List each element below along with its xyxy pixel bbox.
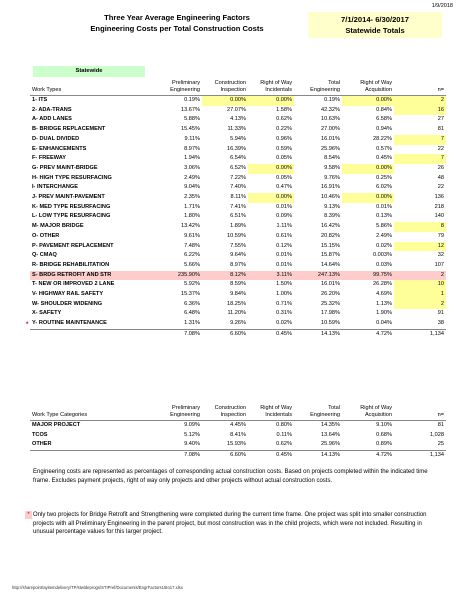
total-row (30, 451, 446, 461)
footnote-marker: * (25, 511, 32, 519)
cell-pe: 15.37% (181, 291, 200, 298)
cell-ra: 0.00% (342, 96, 394, 106)
cell-ci: 11.20% (227, 310, 246, 317)
cell-n: 26 (437, 164, 444, 171)
cell-pe: 5.12% (184, 431, 200, 438)
work-type-row (30, 300, 446, 310)
work-type-name: W- SHOULDER WIDENING (32, 300, 103, 307)
cell-ci: 8.11% (230, 194, 246, 201)
total-ri: 0.45% (248, 329, 294, 339)
const-insp-header: Construction Inspection (214, 80, 246, 93)
cell-ri: 0.00% (248, 193, 294, 203)
cell-ci: 7.22% (230, 174, 246, 181)
work-type-name: B- BRIDGE REPLACEMENT (32, 126, 106, 133)
cell-ci: 8.12% (202, 271, 248, 281)
cell-pe: 15.45% (181, 126, 200, 133)
retrofit-footnote: Only two projects for Bridge Retrofit and Strengthening were completed during the current time frame. One project was split into smaller construction projects with all Preliminary Engineering in the parent project, but most construction was in the child projects, which were not included. Resulting in unusual percentage values for this larger project. (33, 512, 427, 536)
cell-pe: 235.90% (154, 271, 202, 281)
cell-ci: 9.26% (230, 320, 246, 327)
work-type-name: X- SAFETY (32, 310, 62, 317)
cell-n: 7 (394, 154, 446, 164)
cell-n: 2 (394, 96, 446, 106)
cell-ra: 5.86% (376, 223, 392, 230)
cell-ci: 5.94% (230, 135, 246, 142)
work-type-name: O- OTHER (32, 232, 60, 239)
cell-ra: 6.58% (376, 116, 392, 123)
work-type-row (30, 203, 446, 213)
total-ra: 4.72% (342, 451, 394, 461)
cell-te: 13.64% (321, 431, 340, 438)
cell-pe: 1.71% (184, 203, 200, 210)
cell-ri: 3.11% (248, 271, 294, 281)
categories-header-row (30, 405, 446, 421)
cell-ci: 7.41% (230, 203, 246, 210)
cell-ra: 0.03% (376, 261, 392, 268)
work-type-name: 1- ITS (32, 97, 48, 103)
cell-pe: 6.48% (184, 310, 200, 317)
cell-te: 8.39% (324, 213, 340, 220)
source-path: http://sharepoint/ayitemdelivery/TP/stwldeprogs/STIPref/Documents/EngrFactors15to17.xlsx (12, 585, 183, 590)
cell-ri: 0.80% (276, 422, 292, 428)
cell-n: 79 (437, 232, 444, 239)
work-type-row (30, 96, 446, 106)
cell-n: 7 (394, 135, 446, 145)
cell-n: 38 (437, 320, 444, 327)
work-type-row (30, 154, 446, 164)
cell-ri: 0.47% (276, 184, 292, 191)
cell-ri: 0.09% (276, 213, 292, 220)
date-range-box (308, 12, 442, 38)
cell-ri: 0.12% (276, 242, 292, 249)
cell-n: 25 (437, 441, 444, 448)
cell-ri: 0.05% (276, 174, 292, 181)
cell-pe: 6.36% (184, 300, 200, 307)
cell-ra: 0.13% (376, 213, 392, 220)
cell-ri: 0.62% (276, 441, 292, 448)
report-title (52, 12, 302, 34)
work-type-row (30, 271, 446, 281)
cell-ra: 0.04% (376, 320, 392, 327)
cell-te: 10.46% (321, 194, 340, 201)
work-types-header-row (30, 80, 446, 96)
cell-te: 26.20% (321, 291, 340, 298)
statewide-label: Statewide (33, 66, 145, 77)
cell-ra: 0.89% (376, 441, 392, 448)
cell-ci: 16.39% (227, 145, 246, 152)
cell-ci: 8.41% (230, 431, 246, 438)
work-type-row (30, 164, 446, 174)
cell-ra: 1.90% (376, 310, 392, 317)
cell-te: 16.01% (321, 281, 340, 288)
work-type-row (30, 125, 446, 135)
cell-pe: 8.97% (184, 145, 200, 152)
category-row (30, 440, 446, 450)
total-n: 1,134 (394, 451, 446, 461)
work-type-row (30, 222, 446, 232)
cell-pe: 9.09% (184, 422, 200, 428)
cell-te: 14.35% (321, 422, 340, 428)
cell-pe: 5.88% (184, 116, 200, 123)
cell-te: 9.13% (324, 203, 340, 210)
asterisk-marker: * (26, 322, 29, 328)
cell-ra: 2.49% (376, 232, 392, 239)
cell-n: 22 (437, 184, 444, 191)
cell-n: 16 (394, 106, 446, 116)
prelim-eng-header: Preliminary Engineering (170, 405, 200, 418)
cell-ci: 4.13% (230, 116, 246, 123)
categories-header: Work Type Categories (32, 412, 88, 418)
cell-ri: 1.11% (276, 223, 292, 230)
work-type-row (30, 232, 446, 242)
cell-te: 20.82% (321, 232, 340, 239)
cell-ri: 0.96% (276, 135, 292, 142)
work-type-row (30, 135, 446, 145)
work-type-name: A- ADD LANES (32, 116, 72, 123)
cell-ra: 0.57% (376, 145, 392, 152)
category-row (30, 431, 446, 441)
work-type-row (30, 212, 446, 222)
work-type-name: D- DUAL DIVIDED (32, 135, 80, 142)
work-type-row (30, 174, 446, 184)
cell-pe: 13.42% (181, 223, 200, 230)
work-type-name: G- PREV MAINT-BRIDGE (32, 164, 98, 171)
work-type-row (30, 193, 446, 203)
cell-n: 2 (394, 271, 446, 281)
total-ra: 4.72% (342, 329, 394, 339)
work-type-categories-table (30, 405, 446, 461)
total-te: 14.13% (294, 329, 342, 339)
cell-ra: 0.45% (376, 155, 392, 162)
work-type-name: OTHER (32, 441, 52, 448)
total-ri: 0.45% (248, 451, 294, 461)
cell-te: 9.58% (324, 164, 340, 171)
cell-n: 27 (437, 116, 444, 123)
total-label-blank (30, 451, 154, 461)
cell-pe: 6.22% (184, 252, 200, 259)
cell-ri: 0.00% (248, 96, 294, 106)
cell-ci: 9.84% (230, 291, 246, 298)
work-type-name: F- FREEWAY (32, 155, 66, 162)
cell-ra: 26.28% (373, 281, 392, 288)
cell-ra: 0.003% (373, 252, 392, 259)
row-incidentals-header: Right of Way Incidentals (260, 405, 292, 418)
cell-ci: 27.07% (227, 106, 246, 113)
cell-ri: 0.71% (276, 300, 292, 307)
work-type-row (30, 115, 446, 125)
work-type-name: T- NEW OR IMPROVED 2 LANE (32, 281, 115, 288)
work-type-row (30, 106, 446, 116)
scope-label: Statewide Totals (345, 26, 405, 35)
report-date: 1/9/2018 (431, 3, 453, 9)
cell-te: 8.54% (324, 155, 340, 162)
total-te: 14.13% (294, 451, 342, 461)
work-type-name: P- PAVEMENT REPLACEMENT (32, 242, 114, 249)
cell-ri: 0.62% (276, 116, 292, 123)
total-ci: 6.60% (202, 451, 248, 461)
title-line-1: Three Year Average Engineering Factors (104, 13, 250, 22)
total-pe: 7.08% (154, 329, 202, 339)
cell-pe: 9.04% (184, 184, 200, 191)
work-type-row (30, 145, 446, 155)
work-type-name: E- ENHANCEMENTS (32, 145, 87, 152)
work-type-row (30, 251, 446, 261)
cell-te: 15.15% (321, 242, 340, 249)
work-type-name: R- BRIDGE REHABILITATION (32, 261, 110, 268)
cell-ri: 0.01% (276, 261, 292, 268)
cell-te: 10.59% (321, 320, 340, 327)
cell-te: 0.19% (324, 97, 340, 103)
cell-ci: 1.89% (230, 223, 246, 230)
cell-te: 10.63% (321, 116, 340, 123)
work-type-row (30, 309, 446, 319)
cell-pe: 9.40% (184, 441, 200, 448)
cell-n: 107 (434, 261, 444, 268)
cell-ri: 0.59% (276, 145, 292, 152)
total-pe: 7.08% (154, 451, 202, 461)
work-type-name: M- MAJOR BRIDGE (32, 223, 84, 230)
cell-ci: 7.40% (230, 184, 246, 191)
cell-pe: 9.61% (184, 232, 200, 239)
cell-n: 140 (434, 213, 444, 220)
cell-ci: 8.59% (230, 281, 246, 288)
work-type-row (30, 242, 446, 252)
cell-n: 81 (437, 126, 444, 133)
cell-ci: 10.59% (227, 232, 246, 239)
cell-n: 10 (394, 280, 446, 290)
row-acquisition-header: Right of Way Acquisition (360, 405, 392, 418)
cell-te: 42.32% (321, 106, 340, 113)
work-type-name: Q- CMAQ (32, 252, 57, 259)
cell-ri: 0.02% (276, 320, 292, 327)
cell-ci: 9.64% (230, 252, 246, 259)
cell-n: 1 (394, 290, 446, 300)
cell-n: 12 (394, 242, 446, 252)
cell-n: 218 (434, 203, 444, 210)
cell-te: 15.87% (321, 252, 340, 259)
work-type-name: S- BRDG RETROFIT AND STR (30, 271, 154, 281)
cell-ra: 0.84% (376, 106, 392, 113)
cell-te: 16.42% (321, 223, 340, 230)
cell-ri: 1.00% (276, 291, 292, 298)
work-type-name: 2- ADA-TRANS (32, 106, 72, 113)
category-row (30, 421, 446, 431)
total-row (30, 329, 446, 339)
cell-ri: 0.31% (276, 310, 292, 317)
cell-pe: 7.48% (184, 242, 200, 249)
cell-ci: 18.25% (227, 300, 246, 307)
cell-pe: 5.92% (184, 281, 200, 288)
work-type-name: TCOS (32, 431, 48, 438)
title-line-2: Engineering Costs per Total Construction Costs (90, 24, 264, 33)
cell-n: 136 (434, 194, 444, 201)
work-type-name: H- HIGH TYPE RESURFACING (32, 174, 112, 181)
cell-ri: 1.58% (276, 106, 292, 113)
cell-pe: 3.06% (184, 164, 200, 171)
cell-ci: 0.00% (202, 96, 248, 106)
work-type-row (30, 183, 446, 193)
cell-ra: 0.00% (342, 193, 394, 203)
work-type-row (30, 290, 446, 300)
cell-pe: 0.19% (184, 97, 200, 103)
cell-ci: 15.93% (227, 441, 246, 448)
cell-te: 9.76% (324, 174, 340, 181)
cell-n: 8 (394, 222, 446, 232)
cell-ra: 0.25% (376, 174, 392, 181)
cell-pe: 2.49% (184, 174, 200, 181)
cell-ri: 0.01% (276, 203, 292, 210)
work-type-row (30, 280, 446, 290)
cell-n: 22 (437, 145, 444, 152)
cell-te: 25.96% (321, 145, 340, 152)
total-ci: 6.60% (202, 329, 248, 339)
n-header: n= (437, 412, 444, 418)
cell-te: 14.64% (321, 261, 340, 268)
cell-ra: 6.02% (376, 184, 392, 191)
cell-pe: 13.67% (181, 106, 200, 113)
work-type-name: V- HIGHWAY RAIL SAFETY (32, 291, 104, 298)
cell-ra: 99.75% (342, 271, 394, 281)
cell-ci: 6.51% (230, 213, 246, 220)
cell-te: 27.00% (321, 126, 340, 133)
cell-ri: 1.50% (276, 281, 292, 288)
cell-ra: 0.94% (376, 126, 392, 133)
cell-te: 25.32% (321, 300, 340, 307)
total-eng-header: Total Engineering (310, 80, 340, 93)
cell-te: 247.13% (294, 271, 342, 281)
cell-n: 48 (437, 174, 444, 181)
cell-te: 17.98% (321, 310, 340, 317)
cell-n: 2 (394, 300, 446, 310)
cell-ci: 8.97% (230, 261, 246, 268)
work-type-name: L- LOW TYPE RESURFACING (32, 213, 111, 220)
cell-ra: 0.00% (342, 164, 394, 174)
const-insp-header: Construction Inspection (214, 405, 246, 418)
work-type-name: Y- ROUTINE MAINTENANCE (32, 320, 107, 327)
cell-pe: 2.35% (184, 194, 200, 201)
work-type-name: K- MED TYPE RESURFACING (32, 203, 111, 210)
cell-ri: 0.61% (276, 232, 292, 239)
cell-pe: 1.31% (184, 320, 200, 327)
cell-ri: 0.00% (248, 164, 294, 174)
cell-ci: 7.55% (230, 242, 246, 249)
cell-ci: 4.45% (230, 422, 246, 428)
cell-ci: 11.33% (227, 126, 246, 133)
cell-n: 32 (437, 252, 444, 259)
cell-ri: 0.11% (276, 431, 292, 438)
cell-n: 91 (437, 310, 444, 317)
total-eng-header: Total Engineering (310, 405, 340, 418)
work-type-name: MAJOR PROJECT (32, 422, 81, 428)
cell-ra: 0.02% (376, 242, 392, 249)
cell-pe: 1.94% (184, 155, 200, 162)
cell-te: 16.01% (321, 135, 340, 142)
methodology-note: Engineering costs are represented as percentages of corresponding actual construction costs. Based on projects completed within the indicated time frame. Excludes payment projects, right of way only projects and other projects without actual construction costs. (33, 469, 428, 484)
cell-pe: 9.11% (184, 135, 200, 142)
work-type-name: J- PREV MAINT-PAVEMENT (32, 194, 105, 201)
cell-ra: 9.10% (376, 422, 392, 428)
cell-n: 81 (437, 422, 444, 428)
row-incidentals-header: Right of Way Incidentals (260, 80, 292, 93)
cell-ra: 4.69% (376, 291, 392, 298)
cell-ci: 6.54% (230, 155, 246, 162)
cell-ri: 0.22% (276, 126, 292, 133)
prelim-eng-header: Preliminary Engineering (170, 80, 200, 93)
cell-pe: 1.80% (184, 213, 200, 220)
cell-te: 25.96% (321, 441, 340, 448)
cell-ra: 0.68% (376, 431, 392, 438)
date-range: 7/1/2014- 6/30/2017 (341, 15, 409, 24)
work-types-header: Work Types (32, 87, 62, 93)
work-type-row (30, 319, 446, 329)
cell-n: 1,028 (430, 431, 444, 438)
work-types-table (30, 80, 446, 340)
cell-ra: 1.13% (376, 300, 392, 307)
cell-pe: 5.66% (184, 261, 200, 268)
cell-ra: 0.01% (376, 203, 392, 210)
work-type-name: I- INTERCHANGE (32, 184, 78, 191)
cell-ri: 0.01% (276, 252, 292, 259)
cell-ri: 0.05% (276, 155, 292, 162)
total-n: 1,134 (394, 329, 446, 339)
total-label-blank (30, 329, 154, 339)
cell-te: 16.91% (321, 184, 340, 191)
n-header: n= (437, 87, 444, 93)
row-acquisition-header: Right of Way Acquisition (360, 80, 392, 93)
cell-ci: 6.52% (230, 164, 246, 171)
cell-ra: 28.22% (373, 135, 392, 142)
work-type-row (30, 261, 446, 271)
